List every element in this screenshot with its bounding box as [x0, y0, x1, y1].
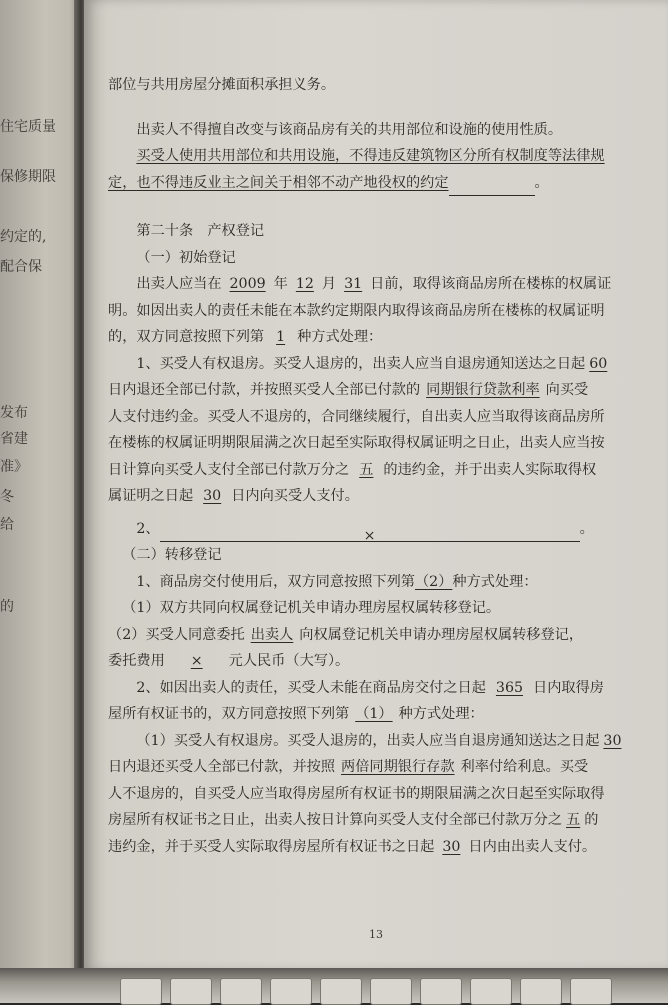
filled-agent: 出卖人	[250, 626, 294, 643]
paragraph: 2、如因出卖人的责任，买受人未能在商品房交付之日起 365 日内取得房	[136, 679, 604, 696]
keyboard-key	[320, 978, 362, 1005]
paragraph: 违约金，并于买受人实际取得房屋所有权证书之日起 30 日内由出卖人支付。	[108, 838, 597, 855]
filled-days: 30	[442, 838, 461, 855]
left-page-line: 配合保	[0, 259, 42, 275]
paragraph: 出卖人应当在 2009 年 12 月 31 日前，取得该商品房所在楼栋的权属证	[136, 276, 612, 292]
filled-ratio: 五	[359, 461, 374, 478]
keyboard-key	[220, 978, 262, 1005]
paragraph: 部位与共用房屋分摊面积承担义务。	[108, 77, 336, 93]
filled-choice: 1	[276, 329, 286, 345]
paragraph: 1、商品房交付使用后，双方同意按照下列第（2）种方式处理：	[136, 573, 538, 590]
left-page-line: 保修期限	[0, 169, 56, 185]
paragraph: 明。如因出卖人的责任未能在本款约定期限内取得该商品房所在楼栋的权属证明	[108, 302, 605, 319]
document-page	[84, 0, 668, 970]
keyboard-key	[170, 978, 212, 1005]
paragraph: 1、买受人有权退房。买受人退房的，出卖人应当自退房通知送达之日起 60	[108, 351, 628, 378]
filled-ratio: 五	[566, 812, 581, 828]
document-body	[108, 72, 628, 860]
keyboard-key	[370, 978, 412, 1005]
paragraph: 在楼栋的权属证明期限届满之次日起至实际取得权属证明之日止，出卖人应当按	[108, 435, 605, 451]
paragraph: 日计算向买受人支付全部已付款万分之 五 的违约金，并于出卖人实际取得权	[108, 461, 597, 478]
left-page-line: 冬	[0, 489, 14, 505]
subsection-heading: （二）转移登记	[122, 547, 222, 563]
left-page-line: 准》	[0, 459, 28, 475]
filled-choice: （2）	[414, 573, 453, 590]
paragraph-underlined: 买受人使用共用部位和共用设施，不得违反建筑物区分所有权制度等法律规	[136, 148, 605, 164]
filled-days: 60	[589, 355, 608, 372]
left-page-line: 发布	[0, 405, 28, 421]
keyboard-key	[420, 978, 462, 1005]
left-facing-page	[0, 0, 82, 1003]
subsection-heading: （一）初始登记	[136, 249, 236, 266]
paragraph: 日内退还买受人全部已付款，并按照 两倍同期银行存款 利率付给利息。买受	[108, 759, 589, 775]
filled-days: 30	[603, 732, 622, 749]
left-page-line: 给	[0, 517, 14, 533]
left-page-line: 住宅质量	[0, 119, 56, 135]
paragraph: 出卖人不得擅自改变与该商品房有关的共用部位和设施的使用性质。	[136, 121, 563, 138]
filled-choice: （1）	[355, 706, 393, 722]
left-page-line: 的	[0, 599, 14, 615]
option-blank: 2、 × 。	[136, 520, 594, 544]
paragraph: 的，双方同意按照下列第 1 种方式处理：	[108, 329, 383, 345]
paragraph: （2）买受人同意委托 出卖人 向权属登记机关申请办理房屋权属转移登记，	[108, 626, 584, 643]
keyboard-key	[470, 978, 512, 1005]
keyboard-key	[120, 978, 162, 1005]
paragraph: 委托费用 × 元人民币（大写）。	[108, 653, 350, 669]
paragraph-underlined: 定，也不得违反业主之间关于相邻不动产地役权的约定 。	[108, 170, 628, 197]
paragraph: 屋所有权证书的，双方同意按照下列第 （1） 种方式处理：	[108, 706, 484, 722]
filled-days: 30	[203, 488, 222, 504]
filled-rate: 两倍同期银行存款	[341, 759, 455, 775]
paragraph: 人支付违约金。买受人不退房的，合同继续履行，自出卖人应当取得该商品房所	[108, 408, 605, 425]
left-page-line: 约定的,	[0, 229, 47, 245]
paragraph: （1）买受人有权退房。买受人退房的，出卖人应当自退房通知送达之日起 30	[108, 728, 628, 755]
filled-month: 12	[295, 276, 314, 292]
section-heading: 第二十条 产权登记	[136, 223, 265, 239]
filled-rate: 同期银行贷款利率	[426, 382, 540, 398]
filled-day: 31	[344, 276, 363, 292]
filled-fee: ×	[190, 653, 203, 669]
left-page-line: 省建	[0, 431, 28, 447]
keyboard-key	[570, 978, 612, 1005]
blank-line: ×	[160, 523, 580, 542]
filled-year: 2009	[229, 276, 266, 292]
paragraph: （1）双方共同向权属登记机关申请办理房屋权属转移登记。	[122, 600, 501, 616]
paragraph: 属证明之日起 30 日内向买受人支付。	[108, 488, 359, 504]
paragraph: 房屋所有权证书之日止，出卖人按日计算向买受人支付全部已付款万分之 五 的	[108, 812, 599, 828]
paragraph: 人不退房的，自买受人应当取得房屋所有权证书的期限届满之次日起至实际取得	[108, 785, 605, 802]
paragraph: 日内退还全部已付款，并按照买受人全部已付款的 同期银行贷款利率 向买受	[108, 382, 589, 398]
keyboard-key	[520, 978, 562, 1005]
keyboard-key	[270, 978, 312, 1005]
filled-days: 365	[495, 679, 524, 696]
page-number: 13	[369, 928, 383, 941]
keyboard-edge	[0, 968, 668, 1003]
